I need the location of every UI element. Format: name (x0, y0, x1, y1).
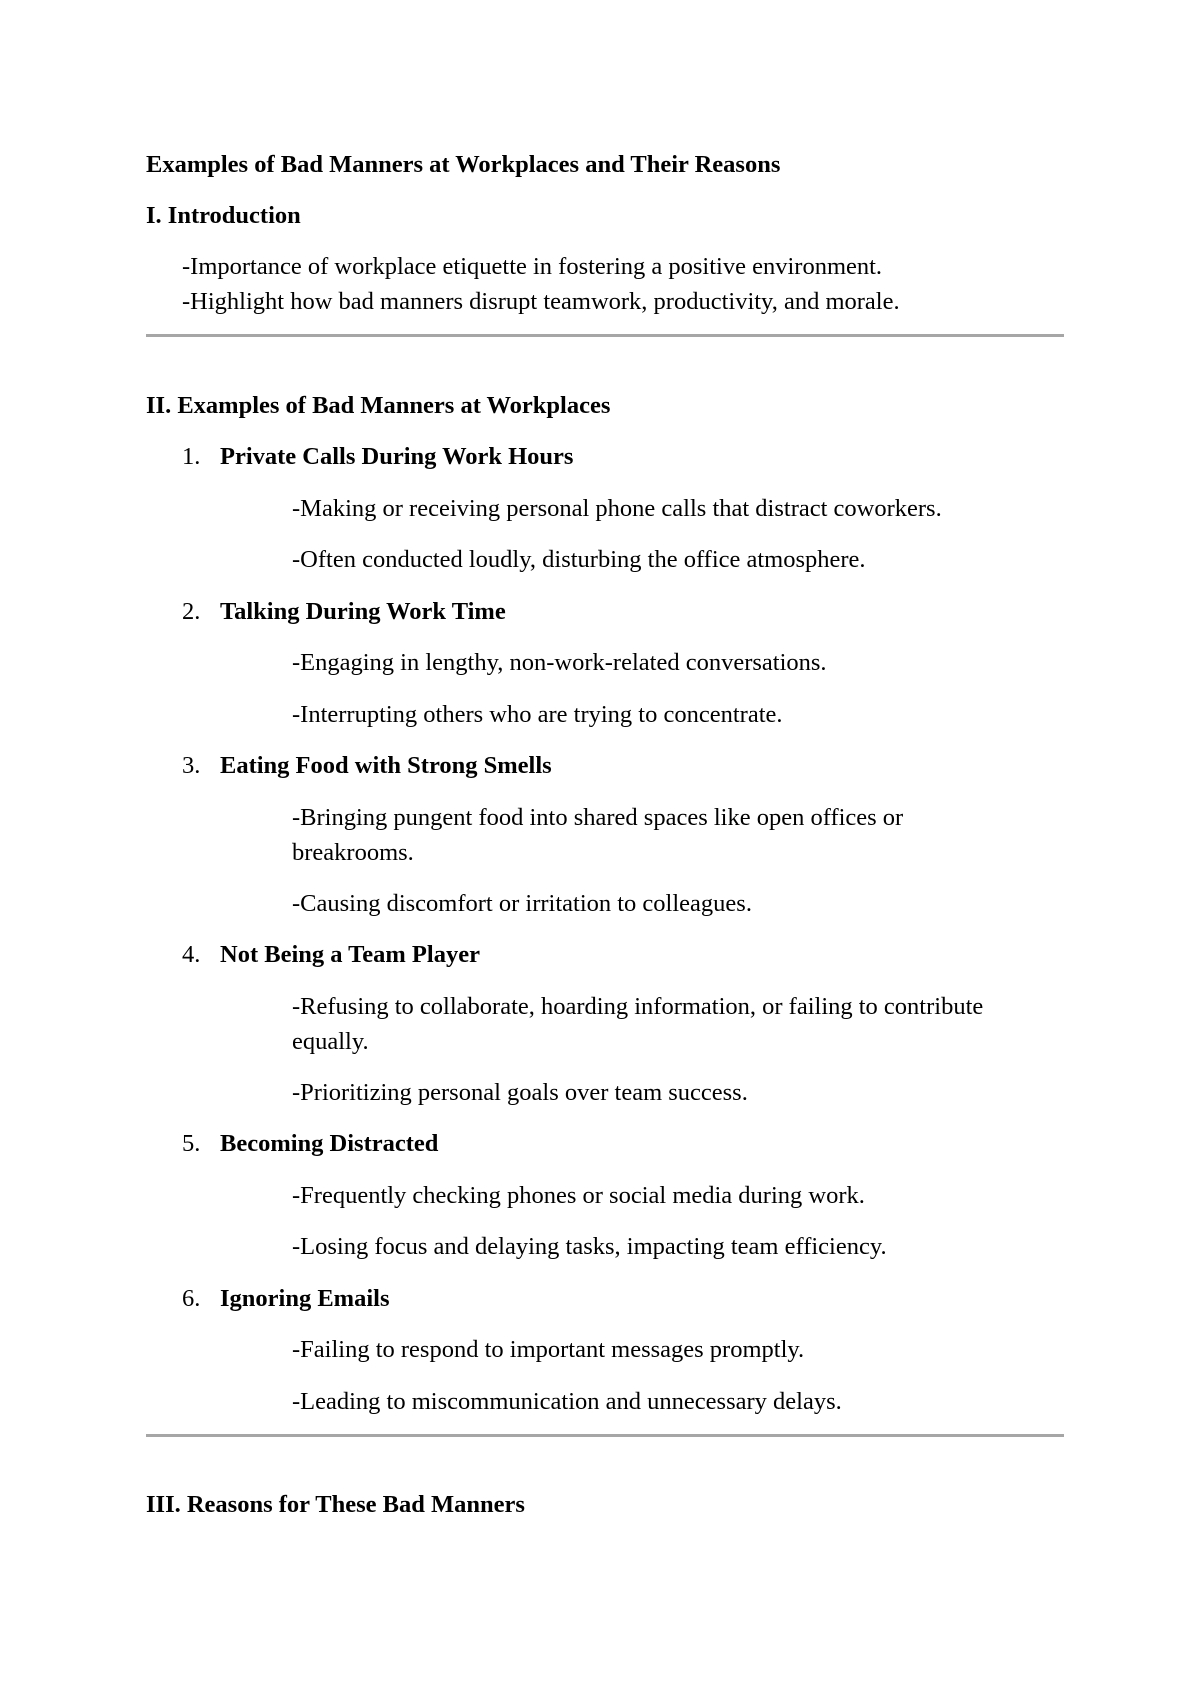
section-divider (146, 334, 1064, 337)
example-item-heading (182, 748, 552, 783)
item-title: Eating Food with Strong Smells (220, 752, 552, 779)
section-heading-examples: II. Examples of Bad Manners at Workplaces (146, 392, 611, 419)
item-point: -Losing focus and delaying tasks, impacting team efficiency. (292, 1233, 887, 1260)
item-point: -Prioritizing personal goals over team success. (292, 1079, 748, 1106)
example-item-heading (182, 594, 506, 629)
item-point: -Often conducted loudly, disturbing the office atmosphere. (292, 546, 866, 573)
item-title: Becoming Distracted (220, 1130, 439, 1157)
document-title: Examples of Bad Manners at Workplaces and Their Reasons (146, 151, 781, 178)
item-title: Private Calls During Work Hours (220, 443, 574, 470)
item-point: -Bringing pungent food into shared spaces like open offices or breakrooms. (292, 804, 904, 866)
item-point: -Failing to respond to important messages promptly. (292, 1336, 805, 1363)
section-heading-reasons: III. Reasons for These Bad Manners (146, 1491, 525, 1518)
item-number: 1. (182, 443, 201, 470)
item-number: 2. (182, 598, 201, 625)
example-item-heading (182, 439, 573, 474)
intro-point: -Highlight how bad manners disrupt teamwork, productivity, and morale. (182, 288, 900, 315)
item-point: -Engaging in lengthy, non-work-related conversations. (292, 649, 827, 676)
item-point: -Refusing to collaborate, hoarding information, or failing to contribute equally. (292, 993, 984, 1055)
item-point: -Leading to miscommunication and unnecessary delays. (292, 1388, 842, 1415)
section-heading-introduction: I. Introduction (146, 202, 301, 229)
item-number: 3. (182, 752, 201, 779)
intro-point: -Importance of workplace etiquette in fostering a positive environment. (182, 253, 883, 280)
example-item-heading (182, 937, 480, 972)
item-title: Talking During Work Time (220, 598, 506, 625)
item-point: -Causing discomfort or irritation to colleagues. (292, 890, 752, 917)
item-number: 4. (182, 941, 201, 968)
item-number: 6. (182, 1285, 201, 1312)
example-item-heading (182, 1126, 438, 1161)
item-point: -Frequently checking phones or social media during work. (292, 1182, 865, 1209)
item-number: 5. (182, 1130, 201, 1157)
item-title: Ignoring Emails (220, 1285, 390, 1312)
item-point: -Making or receiving personal phone calls that distract coworkers. (292, 495, 942, 522)
example-item-heading (182, 1281, 390, 1316)
item-title: Not Being a Team Player (220, 941, 480, 968)
item-point: -Interrupting others who are trying to concentrate. (292, 701, 783, 728)
section-divider (146, 1434, 1064, 1437)
